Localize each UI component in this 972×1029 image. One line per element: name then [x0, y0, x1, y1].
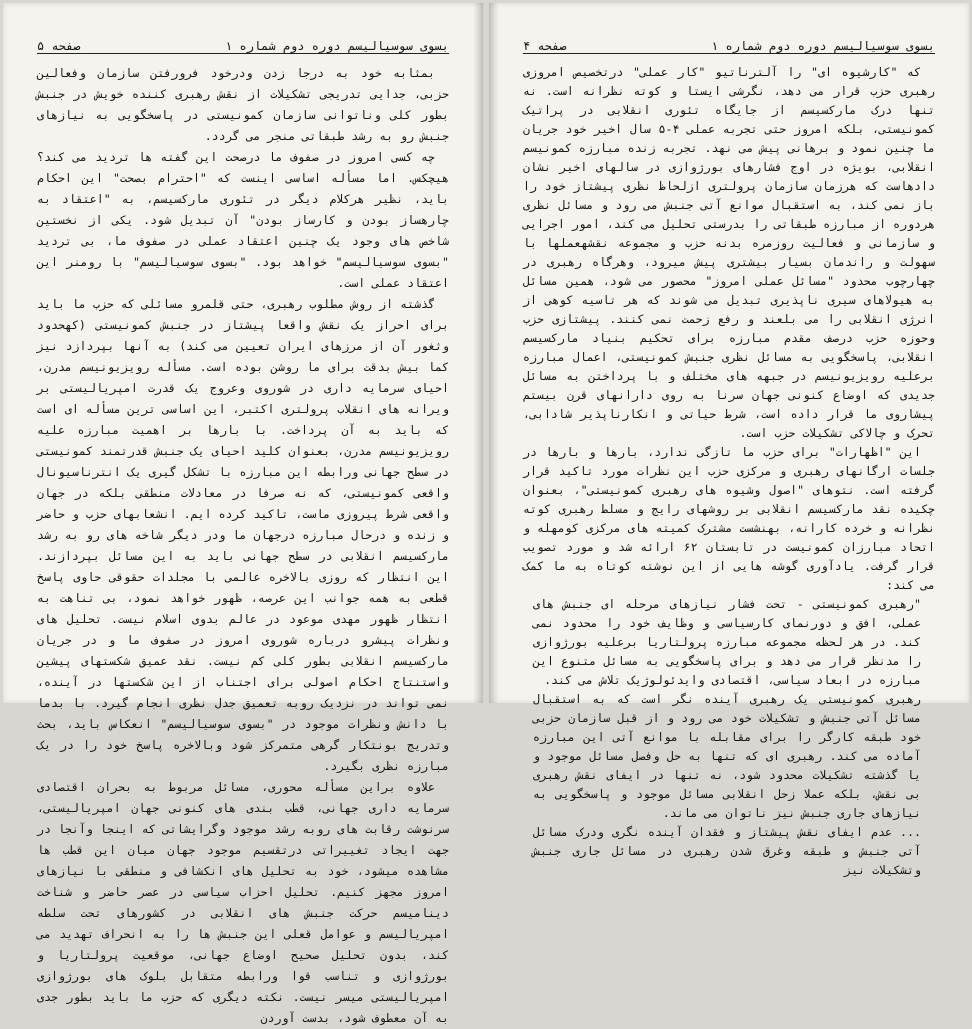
- right-page-body: [523, 63, 936, 877]
- running-header: بسوی سوسیالیسم دوره دوم شماره ۱: [225, 39, 449, 53]
- quoted-paragraph: رهبری کمونیستی یک رهبری آینده نگر است که به استقبال مسائل آتی جنبش و تشکیلات خود می رود و از قبل سازمان حزبی خود طبقه کارگر را برای مقابله با موانع آتی این مبارزه آماده می کند. رهبری ای که تنها به حل وفصل مسائل موجود و یا گذشته تشکیلات محدود شود، نه تنها در ایفای نقش رهبری بی نقش، بلکه عملا زحل انقلابی مسائل موجود و پاسخگویی به نیازهای جاری جنبش نیز ناتوان می ماند.: [533, 692, 921, 820]
- right-page-gutter-shadow: [489, 3, 499, 703]
- right-page: [489, 3, 969, 877]
- page-number: صفحه ۵: [37, 39, 81, 53]
- quoted-paragraph: ... عدم ایفای نقش پیشتاز و فقدان آینده نگری ودرک مسائل آتی جنبش و طبقه وغرق شدن رهبری در مسائل جاری جنبش وتشکیلات نیز: [533, 825, 921, 877]
- right-page-header: [523, 31, 935, 54]
- quoted-paragraph: "رهبری کمونیستی - تحت فشار نیازهای مرحله ای جنبش های عملی، افق و دورنمای کارسیاسی و وظایف خود را محدود نمی کند. در هر لحظه مجموعه مبارزه پرولتاریا برعلیه بورژوازی را مدنظر قرار می دهد و برای پاسخگویی به مسائل متنوع این مبارزه در ابعاد سیاسی، اقتصادی وایدئولوژیک تلاش می کند.: [533, 597, 921, 687]
- left-page-gutter-shadow: [473, 3, 483, 703]
- page-number: صفحه ۴: [523, 39, 567, 53]
- paragraph: گذشته از روش مطلوب رهبری، حتی قلمرو مسائلی که حزب ما باید برای احراز یک نقش واقعا پیشتاز در جنبش کمونیستی (کهحدود وثغور آن از مرزهای ایران تعیین می کند) به آنها بپردازد نیز کما بیش بدقت برای ما روشن بوده است. مسأله رویزیونیسم مدرن، احیای سرمایه داری در شوروی وعروج یک قدرت امپریالیستی بر ویرانه های انقلاب پرولتری اکتبر، این اساسی ترین مسأله ای است که باید به آن پرداخت. با بارها بر اهمیت مبارزه علیه رویزیونیسم مدرن، بعنوان کلید احیای یک جنبش قدرتمند کمونیستی در سطح جهانی ورابطه این مبارزه با تشکل گیری یک انترناسیونال واقعی کمونیستی، که نه صرفا در معادلات منطقی بلکه در جهان واقعی شرط پیروزی ماست، تاکید کرده ایم. انشعابهای حزب و حاضر و زنده و درحال مبارزه درجهان ما ودر دیگر شاخه های رو به رشد مارکسیسم انقلابی در سطح جهانی باید به این مسائل بپردازند. این انتظار که روزی بالاخره عالمی با مجلدات حقوقی حاوی پاسخ قطعی به همه جوانب این عرصه، ظهور خواهد نمود، بی تناهت به انتظار ظهور مهدی موعود در عالم بدوی اسلام نیست. تحلیل های ونظرات پیشرو درباره شوروی امروز در صفوف ما و در جریان مارکسیسم انقلابی بطور کلی کم نیست. نقد عمیق شکستهای پیشین واستنتاج احکام اصولی برای اجتناب از این شکستها در آینده، نمی تواند در نزدیک روبه تعمیق جدل نظری انجام گیرد. با بدما با دانش ونظرات موجود در "بسوی سوسیالیسم" انعکاس باید، بحث وتدریج بونتکار گرهی متمرکز شود وبالاخره پاسخ خود را در یک مبارزه نظری بگیرد.: [37, 297, 449, 773]
- paragraph: این "اظهارات" برای حزب ما تازگی ندارد، بارها و بارها در جلسات ارگانهای رهبری و مرکزی حزب این نظرات مورد تاکید قرار گرفته است. نتوهای "اصول وشیوه های رهبری کمونیستی"، بعنوان چکیده نقد مارکسیسم انقلابی بر روشهای رایج و مسلط رهبری کوته نظرانه و خرده کارانه، بهنشست مشترک کمیته های مرکزی کومهله و اتحاد مبارزان کمونیست در تابستان ۶۲ ارائه شد و مورد تصویب قرار گرفت. یادآوری گوشه هایی از این نوشته کوتاه به ما کمک می کند:: [523, 445, 935, 592]
- paragraph: که "کارشیوه ای" را آلترناتیو "کار عملی" درتخصیص امروزی رهبری حزب قرار می دهد، نگرشی ایستا و کوته نظرانه است. نه تنها درک مارکسیسم از جایگاه تئوری انقلابی در پراتیک کمونیستی، بلکه امروز حتی تجربه عملی ۴-۵ سال اخیر خود جریان ما چنین نمود و برهانی پیش می نهد. تجربه زنده مبارزه کمونیسم انقلابی، بویژه در اوج فشارهای بورژوازی در سالهای اخیر نشان دادهاست که هرزمان سازمان پرولتری ازلحاظ نظری پیشتاز خود را باز نمی کند، به استقبال موانع آتی جنبش می رود و مسائل نظری هردوره از مبارزه طبقاتی را بدرستی تحلیل می کند، امور اجرایی و سازمانی و فعالیت روزمره بدنه حزب و مجموعه نقشهعملها با سهولت و راندمان بسیار بیشتری پیش میرود، وهرگاه رهبری در چهارچوب محدود "مسائل عملی امروز" محصور می شود، همین مسائل به هیولاهای سیری ناپذیری تبدیل می شوند که هر تاسیه کوهی از انرژی انقلابی را می بلعند و رفع زحمت نمی کنند. پیشتازی حزب وحوزه حزب درصف مقدم مبارزه برای تحکیم بنیاد مارکسیسم انقلابی، پاسخگویی به مسائل نظری جنبش کمونیستی، اعمال مبارزه برعلیه رویزیونیسم در جبهه های مختلف و با پرداختن به مسائل جدیدی که اوضاع کنونی جهان سرنا به روی دارانهای قرن بیستم پیشاروی ما قرار داده است، شرط حیاتی و انکارناپذیر شادابی، تحرک و چالاکی تشکیلات حزب است.: [523, 65, 936, 440]
- paragraph: چه کسی امروز در صفوف ما درصحت این گفته ها تردید می کند؟ هیچکس. اما مسأله اساسی اینست که "احترام بصحت" این احکام باید، نظیر هرکلام دیگر در تئوری مارکسیسم، به "اعتقاد به چارهساز بودن و کارساز بودن" آن تبدیل شود. یکی از نخستین شاخص های وجود یک چنین اعتقاد عملی در صفوف ما، بی تردید "بسوی سوسیالیسم" خواهد بود. "بسوی سوسیالیسم" با رومنر این اعتقاد عملی است.: [37, 150, 449, 290]
- running-header: بسوی سوسیالیسم دوره دوم شماره ۱: [711, 39, 935, 53]
- paragraph: علاوه براین مسأله محوری، مسائل مربوط به بحران اقتصادی سرمایه داری جهانی، قطب بندی های کنونی جهان امپریالیستی، سرنوشت رقابت های روبه رشد موجود وگرایشاتی که اینجا وآنجا در جهت ایجاد تغییراتی درتقسیم موجود جهان میان این قطب ها مشاهده میشود، خود به تحلیل های انکشافی و منطقی با نیازهای امروز مجهز کنیم. تحلیل احزاب سیاسی در عصر حاضر و شناخت دینامیسم حرکت جنبش های انقلابی در کشورهای تحت سلطه امپریالیسم و عوامل قعلی این جنبش ها را به انحراف تهدید می کند، بدون تحلیل صحیح اوضاع جهانی، موقعیت پرولتاریا و بورژوازی و تناسب قوا ورابطه متقابل بلوک های بورژوازی امپریالیستی میسر نیست. نکته دیگری که حزب ما باید بطور جدی به آن معطوف شود، بدست آوردن: [37, 780, 449, 1025]
- left-page-body: [37, 63, 449, 1025]
- left-page-header: [37, 31, 449, 54]
- paragraph: بمثابه خود به درجا زدن ودرخود فرورفتن سازمان وفعالین حزبی، جدایی تدریجی تشکیلات از نقش رهبری کننده خویش در جنبش بطور کلی وناتوانی سازمان کمونیستی در پاسخگویی به نیازهای جنبش رو به رشد طبقاتی منجر می گردد.: [37, 66, 449, 143]
- left-page: [3, 3, 483, 1025]
